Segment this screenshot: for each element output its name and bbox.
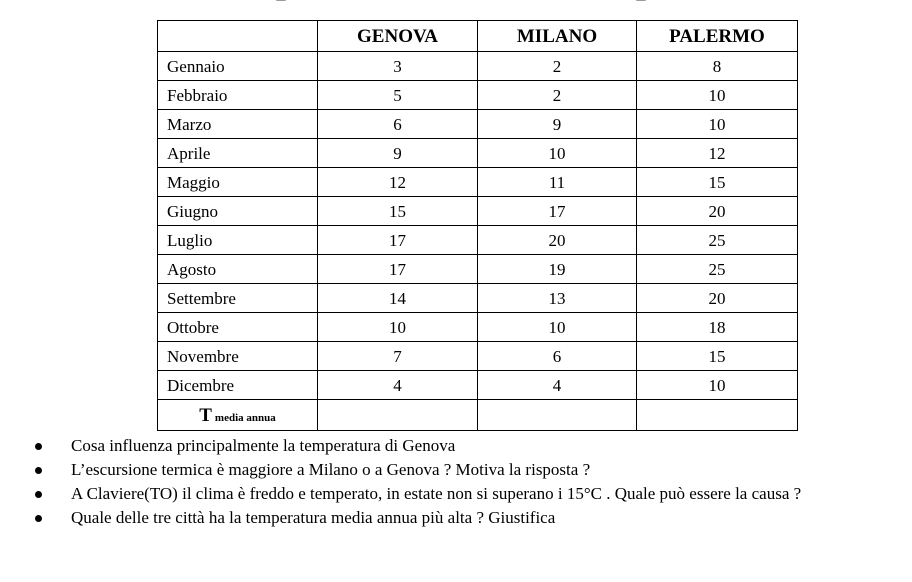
table-row [158, 342, 798, 371]
milano-value-cell: 20 [478, 226, 637, 255]
header-palermo: PALERMO [637, 21, 798, 52]
bullet-icon [35, 467, 42, 474]
question-text: Cosa influenza principalmente la temperatura di Genova [71, 436, 456, 455]
average-milano-cell[interactable] [478, 400, 637, 431]
table-row [158, 197, 798, 226]
genova-value-cell: 12 [318, 168, 478, 197]
table-row [158, 371, 798, 400]
table-row [158, 52, 798, 81]
table-row [158, 168, 798, 197]
month-cell: Novembre [158, 342, 318, 371]
genova-value-cell: 3 [318, 52, 478, 81]
question-text: L’escursione termica è maggiore a Milano o a Genova ? Motiva la risposta ? [71, 460, 591, 479]
genova-value-cell: 15 [318, 197, 478, 226]
palermo-value-cell: 15 [637, 168, 798, 197]
question-item [30, 458, 801, 482]
milano-value-cell: 17 [478, 197, 637, 226]
annual-average-symbol: T [199, 404, 212, 426]
milano-value-cell: 2 [478, 81, 637, 110]
month-cell: Luglio [158, 226, 318, 255]
question-text: A Claviere(TO) il clima è freddo e temperato, in estate non si superano i 15°C . Quale può essere la causa ? [71, 484, 802, 503]
month-cell: Giugno [158, 197, 318, 226]
milano-value-cell: 4 [478, 371, 637, 400]
palermo-value-cell: 12 [637, 139, 798, 168]
palermo-value-cell: 15 [637, 342, 798, 371]
bullet-icon [35, 515, 42, 522]
table-row [158, 139, 798, 168]
annual-average-subscript: media annua [214, 411, 276, 424]
palermo-value-cell: 8 [637, 52, 798, 81]
average-palermo-cell[interactable] [637, 400, 798, 431]
header-genova: GENOVA [318, 21, 478, 52]
table-row [158, 81, 798, 110]
annual-average-label [158, 400, 318, 431]
month-cell: Ottobre [158, 313, 318, 342]
palermo-value-cell: 25 [637, 255, 798, 284]
genova-value-cell: 14 [318, 284, 478, 313]
question-list [30, 434, 801, 530]
genova-value-cell: 4 [318, 371, 478, 400]
question-item [30, 434, 801, 458]
header-milano: MILANO [478, 21, 637, 52]
month-cell: Febbraio [158, 81, 318, 110]
bullet-icon [35, 443, 42, 450]
month-cell: Gennaio [158, 52, 318, 81]
palermo-value-cell: 10 [637, 81, 798, 110]
milano-value-cell: 11 [478, 168, 637, 197]
milano-value-cell: 19 [478, 255, 637, 284]
table-row [158, 226, 798, 255]
palermo-value-cell: 10 [637, 110, 798, 139]
average-genova-cell[interactable] [318, 400, 478, 431]
milano-value-cell: 9 [478, 110, 637, 139]
month-cell: Agosto [158, 255, 318, 284]
milano-value-cell: 13 [478, 284, 637, 313]
genova-value-cell: 17 [318, 226, 478, 255]
table-row [158, 313, 798, 342]
genova-value-cell: 10 [318, 313, 478, 342]
genova-value-cell: 9 [318, 139, 478, 168]
table-row [158, 284, 798, 313]
month-cell: Maggio [158, 168, 318, 197]
month-cell: Dicembre [158, 371, 318, 400]
milano-value-cell: 6 [478, 342, 637, 371]
milano-value-cell: 2 [478, 52, 637, 81]
question-text: Quale delle tre città ha la temperatura media annua più alta ? Giustifica [71, 508, 556, 527]
milano-value-cell: 10 [478, 139, 637, 168]
month-cell: Aprile [158, 139, 318, 168]
genova-value-cell: 6 [318, 110, 478, 139]
temperature-table [157, 20, 798, 431]
month-cell: Settembre [158, 284, 318, 313]
table-row [158, 255, 798, 284]
month-cell: Marzo [158, 110, 318, 139]
genova-value-cell: 7 [318, 342, 478, 371]
genova-value-cell: 5 [318, 81, 478, 110]
table-header-row [158, 21, 798, 52]
header-empty-cell [158, 21, 318, 52]
bullet-icon [35, 491, 42, 498]
palermo-value-cell: 10 [637, 371, 798, 400]
table-row [158, 110, 798, 139]
palermo-value-cell: 18 [637, 313, 798, 342]
palermo-value-cell: 20 [637, 284, 798, 313]
cropped-top-text [0, 0, 912, 2]
palermo-value-cell: 20 [637, 197, 798, 226]
question-item [30, 506, 801, 530]
question-item [30, 482, 801, 506]
genova-value-cell: 17 [318, 255, 478, 284]
annual-average-row [158, 400, 798, 431]
milano-value-cell: 10 [478, 313, 637, 342]
palermo-value-cell: 25 [637, 226, 798, 255]
